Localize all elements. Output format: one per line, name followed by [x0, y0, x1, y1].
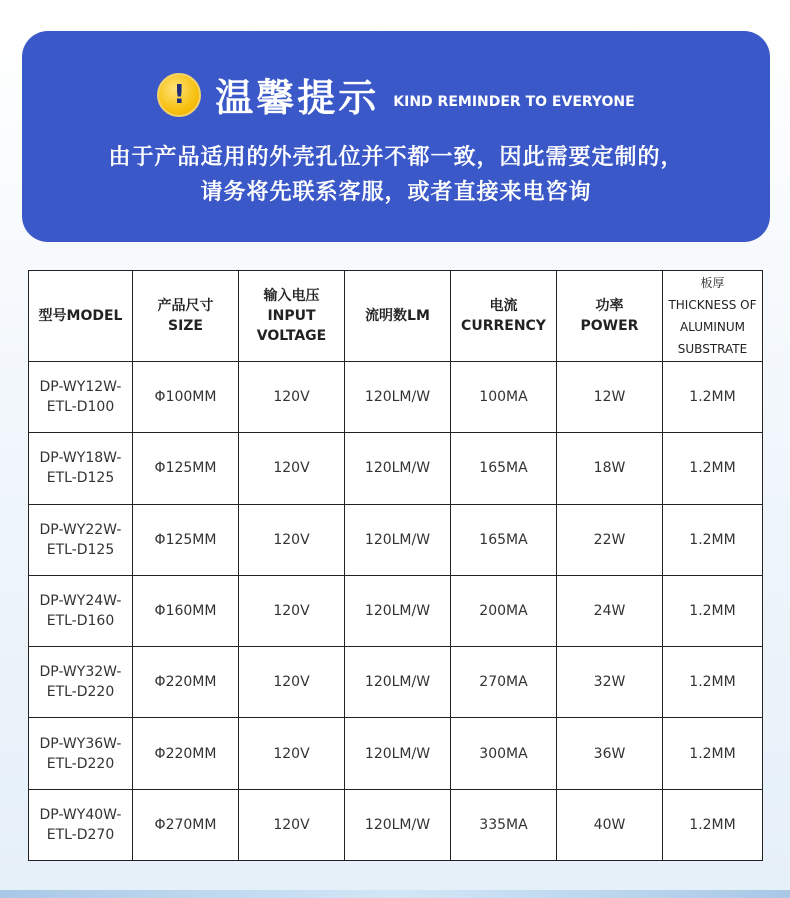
header-power: 功率 POWER	[557, 271, 663, 362]
table-row	[29, 718, 763, 789]
cell-power: 18W	[557, 433, 663, 504]
cell-lumen: 120LM/W	[345, 718, 451, 789]
cell-thickness: 1.2MM	[663, 504, 763, 575]
header-size: 产品尺寸 SIZE	[133, 271, 239, 362]
cell-power: 40W	[557, 789, 663, 860]
header-current: 电流 CURRENCY	[451, 271, 557, 362]
cell-size: Φ220MM	[133, 718, 239, 789]
header-voltage: 输入电压 INPUT VOLTAGE	[239, 271, 345, 362]
cell-model: DP-WY12W- ETL-D100	[29, 362, 133, 433]
cell-voltage: 120V	[239, 433, 345, 504]
header-model: 型号MODEL	[29, 271, 133, 362]
cell-model: DP-WY24W- ETL-D160	[29, 575, 133, 646]
cell-size: Φ125MM	[133, 504, 239, 575]
bottom-gradient-bar	[0, 890, 790, 898]
cell-model: DP-WY32W- ETL-D220	[29, 647, 133, 718]
banner-message-line2: 请务将先联系客服，或者直接来电咨询	[200, 180, 592, 205]
cell-size: Φ220MM	[133, 647, 239, 718]
cell-current: 335MA	[451, 789, 557, 860]
cell-power: 24W	[557, 575, 663, 646]
banner-subtitle: KIND REMINDER TO EVERYONE	[393, 93, 635, 110]
reminder-banner	[22, 31, 770, 242]
cell-model: DP-WY22W- ETL-D125	[29, 504, 133, 575]
cell-model: DP-WY18W- ETL-D125	[29, 433, 133, 504]
table-row	[29, 575, 763, 646]
cell-voltage: 120V	[239, 718, 345, 789]
cell-current: 200MA	[451, 575, 557, 646]
banner-title: 温馨提示	[215, 76, 380, 120]
cell-thickness: 1.2MM	[663, 575, 763, 646]
cell-current: 270MA	[451, 647, 557, 718]
cell-voltage: 120V	[239, 504, 345, 575]
table-row	[29, 647, 763, 718]
table-row	[29, 789, 763, 860]
cell-current: 165MA	[451, 433, 557, 504]
cell-power: 36W	[557, 718, 663, 789]
cell-size: Φ270MM	[133, 789, 239, 860]
cell-model: DP-WY36W- ETL-D220	[29, 718, 133, 789]
spec-table	[28, 270, 763, 861]
cell-current: 165MA	[451, 504, 557, 575]
table-row	[29, 433, 763, 504]
cell-power: 12W	[557, 362, 663, 433]
cell-model: DP-WY40W- ETL-D270	[29, 789, 133, 860]
cell-current: 100MA	[451, 362, 557, 433]
cell-lumen: 120LM/W	[345, 433, 451, 504]
cell-voltage: 120V	[239, 789, 345, 860]
cell-voltage: 120V	[239, 575, 345, 646]
cell-lumen: 120LM/W	[345, 575, 451, 646]
cell-current: 300MA	[451, 718, 557, 789]
cell-thickness: 1.2MM	[663, 718, 763, 789]
banner-title-row	[22, 67, 770, 122]
cell-lumen: 120LM/W	[345, 362, 451, 433]
cell-power: 32W	[557, 647, 663, 718]
cell-lumen: 120LM/W	[345, 504, 451, 575]
cell-size: Φ125MM	[133, 433, 239, 504]
cell-thickness: 1.2MM	[663, 433, 763, 504]
cell-power: 22W	[557, 504, 663, 575]
table-header-row	[29, 271, 763, 362]
cell-thickness: 1.2MM	[663, 362, 763, 433]
cell-thickness: 1.2MM	[663, 647, 763, 718]
table-row	[29, 362, 763, 433]
banner-message-line1: 由于产品适用的外壳孔位并不都一致，因此需要定制的，	[108, 145, 684, 170]
cell-voltage: 120V	[239, 362, 345, 433]
cell-voltage: 120V	[239, 647, 345, 718]
cell-thickness: 1.2MM	[663, 789, 763, 860]
exclamation-icon: !	[157, 73, 201, 117]
cell-size: Φ100MM	[133, 362, 239, 433]
header-lumen: 流明数LM	[345, 271, 451, 362]
cell-lumen: 120LM/W	[345, 789, 451, 860]
cell-lumen: 120LM/W	[345, 647, 451, 718]
cell-size: Φ160MM	[133, 575, 239, 646]
header-thickness: 板厚 THICKNESS OF ALUMINUM SUBSTRATE	[663, 271, 763, 362]
table-row	[29, 504, 763, 575]
